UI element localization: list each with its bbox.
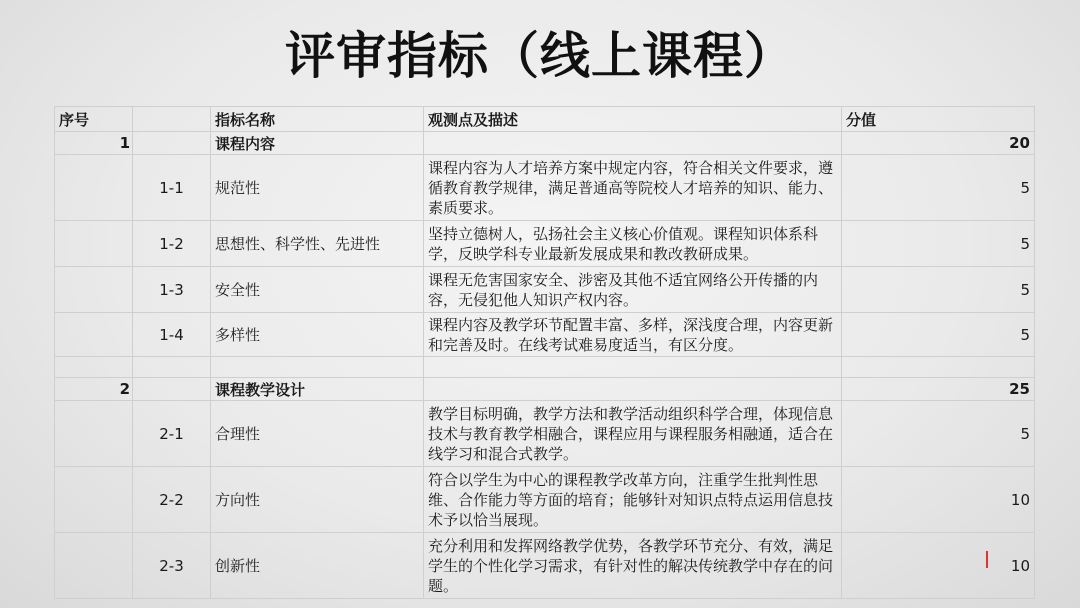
item-score: 10: [842, 533, 1035, 599]
item-no: 1-4: [133, 313, 211, 357]
item-desc: 符合以学生为中心的课程教学改革方向，注重学生批判性思维、合作能力等方面的培育；能够针对知识点特点运用信息技术予以恰当展现。: [424, 467, 842, 533]
table-header-row: [55, 107, 1035, 132]
header-desc: 观测点及描述: [424, 107, 842, 132]
item-no: 2-1: [133, 401, 211, 467]
table-row: [55, 313, 1035, 357]
item-no: 1-1: [133, 155, 211, 221]
item-desc: 教学目标明确，教学方法和教学活动组织科学合理，体现信息技术与教育教学相融合，课程应用与课程服务相融通，适合在线学习和混合式教学。: [424, 401, 842, 467]
group-no: 2: [55, 378, 133, 401]
item-score: 5: [842, 267, 1035, 313]
item-score: 5: [842, 401, 1035, 467]
item-desc: 课程无危害国家安全、涉密及其他不适宜网络公开传播的内容，无侵犯他人知识产权内容。: [424, 267, 842, 313]
item-no: 2-3: [133, 533, 211, 599]
item-desc: 课程内容及教学环节配置丰富、多样，深浅度合理，内容更新和完善及时。在线考试难易度适当，有区分度。: [424, 313, 842, 357]
item-no: 1-2: [133, 221, 211, 267]
item-score: 5: [842, 221, 1035, 267]
item-name: 创新性: [211, 533, 424, 599]
item-no: 1-3: [133, 267, 211, 313]
item-desc: 坚持立德树人，弘扬社会主义核心价值观。课程知识体系科学，反映学科专业最新发展成果和教改教研成果。: [424, 221, 842, 267]
item-name: 多样性: [211, 313, 424, 357]
group-score: 25: [842, 378, 1035, 401]
criteria-table: [54, 106, 1035, 599]
group-name: 课程教学设计: [211, 378, 424, 401]
item-score: 10: [842, 467, 1035, 533]
item-name: 规范性: [211, 155, 424, 221]
table-row: [55, 155, 1035, 221]
item-score: 5: [842, 155, 1035, 221]
table-row: [55, 467, 1035, 533]
header-no: 序号: [55, 107, 133, 132]
item-name: 思想性、科学性、先进性: [211, 221, 424, 267]
spacer-row: [55, 357, 1035, 378]
group-row: [55, 378, 1035, 401]
item-score: 5: [842, 313, 1035, 357]
item-name: 方向性: [211, 467, 424, 533]
table-row: [55, 401, 1035, 467]
item-name: 合理性: [211, 401, 424, 467]
header-score: 分值: [842, 107, 1035, 132]
group-row: [55, 132, 1035, 155]
item-no: 2-2: [133, 467, 211, 533]
group-no: 1: [55, 132, 133, 155]
table-row: [55, 267, 1035, 313]
table-row: [55, 221, 1035, 267]
group-name: 课程内容: [211, 132, 424, 155]
header-name: 指标名称: [211, 107, 424, 132]
header-empty: [133, 107, 211, 132]
table-row: [55, 533, 1035, 599]
item-name: 安全性: [211, 267, 424, 313]
group-score: 20: [842, 132, 1035, 155]
item-desc: 课程内容为人才培养方案中规定内容，符合相关文件要求，遵循教育教学规律，满足普通高等院校人才培养的知识、能力、素质要求。: [424, 155, 842, 221]
page-title: 评审指标（线上课程）: [285, 27, 795, 85]
item-desc: 充分利用和发挥网络教学优势，各教学环节充分、有效，满足学生的个性化学习需求，有针对性的解决传统教学中存在的问题。: [424, 533, 842, 599]
text-cursor: [986, 551, 988, 568]
